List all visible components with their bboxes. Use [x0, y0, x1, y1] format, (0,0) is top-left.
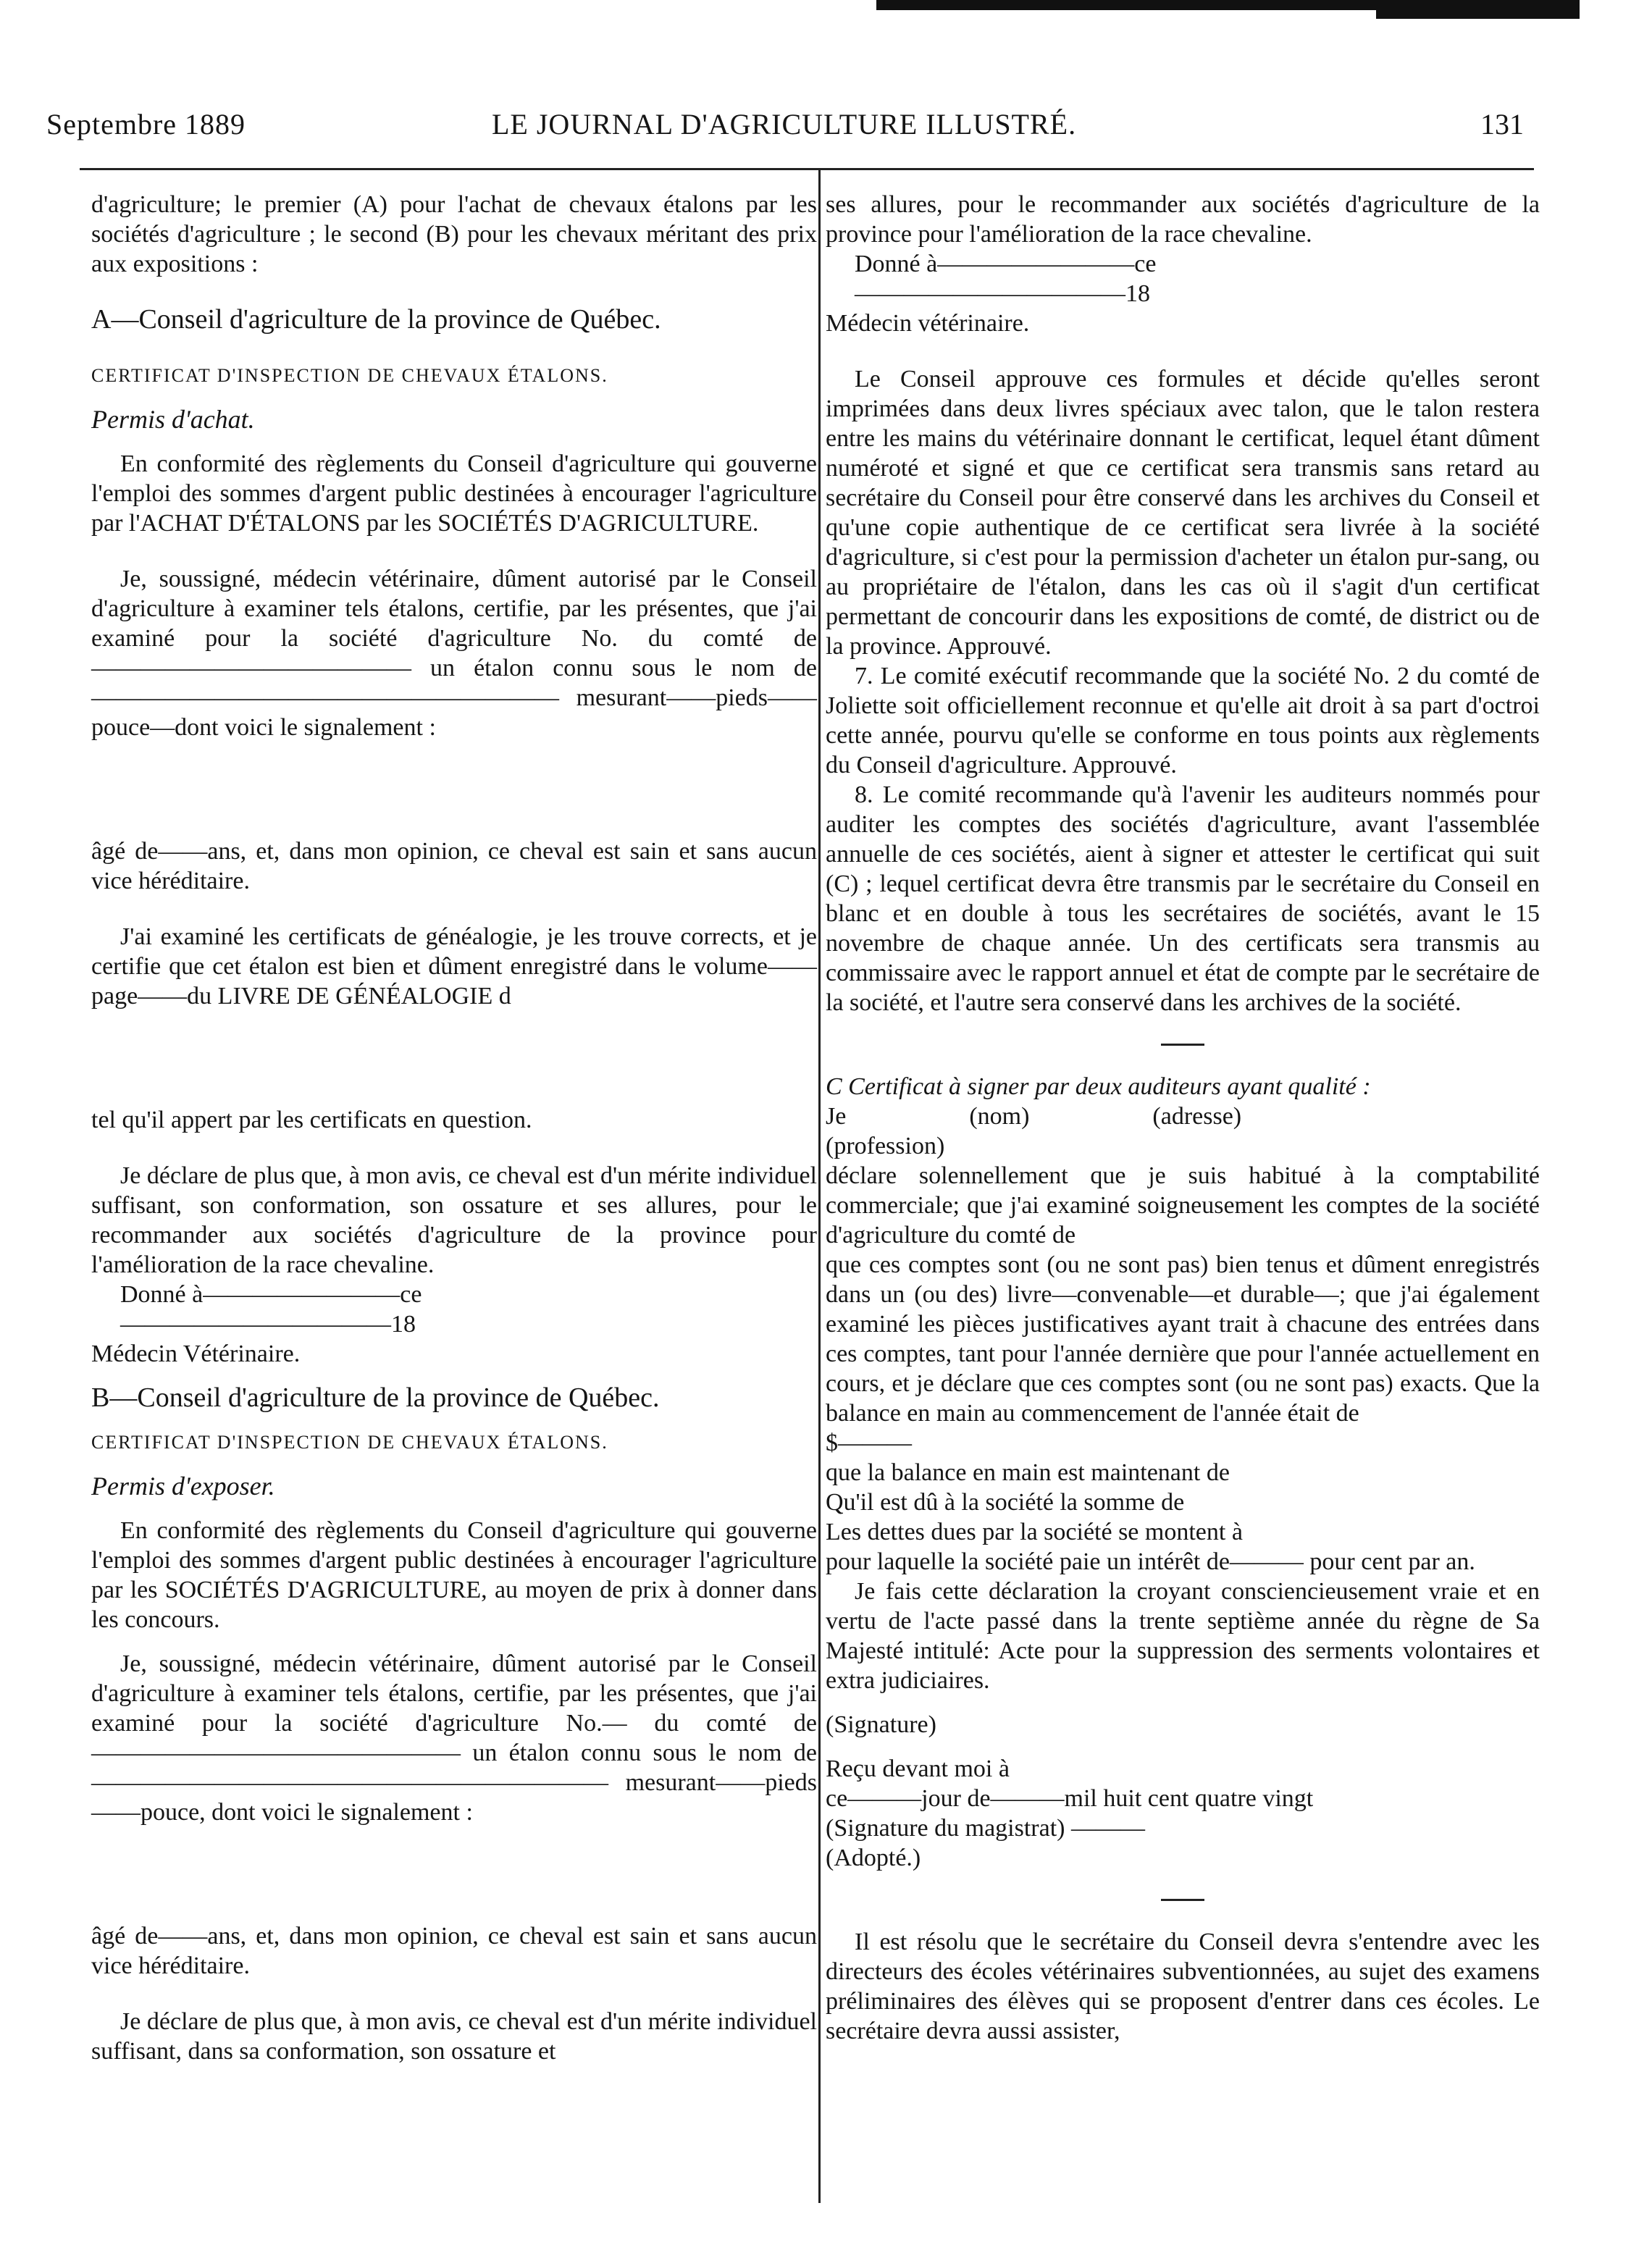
certificate-c-amount-due: Qu'il est dû à la société la somme de	[826, 1489, 1185, 1516]
certificate-c-title: C Certificat à signer par deux auditeurs ayant qualité :	[826, 1073, 1371, 1100]
section-b-caps-title: CERTIFICAT D'INSPECTION DE CHEVAUX ÉTALONS.	[91, 1432, 608, 1453]
certificate-c-adopte: (Adopté.)	[826, 1845, 921, 1871]
certificate-c-ce: ce———jour de———mil huit cent quatre vingt	[826, 1785, 1314, 1812]
section-a-paragraph-4: J'ai examiné les certificats de généalogie, je les trouve corrects, et je certifie que cet étalon est bien et dûment enregistré dans le volume——page——du LIVRE DE GÉNÉALOGIE d	[91, 923, 817, 1010]
certificate-c-interest: pour laquelle la société paie un intérêt de——— pour cent par an.	[826, 1548, 1475, 1575]
top-border-bar-end	[1376, 10, 1580, 19]
section-a-heading: A—Conseil d'agriculture de la province de Québec.	[91, 304, 661, 335]
top-border-bar	[876, 0, 1580, 10]
right-paragraph-5: Il est résolu que le secrétaire du Conseil devra s'entendre avec les directeurs des écoles vétérinaires subventionnées, au sujet des examens préliminaires des élèves qui se proposent d'entrer dans ces écoles. Le secrétaire devra aussi assister,	[826, 1929, 1540, 2044]
section-b-permis: Permis d'exposer.	[91, 1472, 275, 1501]
certificate-c-dollar: $———	[826, 1430, 912, 1456]
certificate-c-magistrat: (Signature du magistrat) ———	[826, 1815, 1145, 1842]
header-title: LE JOURNAL D'AGRICULTURE ILLUSTRÉ.	[492, 108, 1077, 140]
certificate-c-line-1: Je (nom) (adresse)	[826, 1103, 1242, 1130]
section-b-paragraph-4: Je déclare de plus que, à mon avis, ce cheval est d'un mérite individuel suffisant, dans sa conformation, son ossature et	[91, 2008, 817, 2065]
right-paragraph-1: ses allures, pour le recommander aux sociétés d'agriculture de la province pour l'amélioration de la race chevaline.	[826, 191, 1540, 248]
right-signature: Médecin vétérinaire.	[826, 310, 1030, 337]
section-b-paragraph-2: Je, soussigné, médecin vétérinaire, dûment autorisé par le Conseil d'agriculture à examiner tels étalons, certifie, par les présentes, que j'ai examiné pour la société d'agriculture No.— du comté de——————————————— un étalon connu sous le nom de————————————————————— mesurant——pieds——pouce, dont voici le signalement :	[91, 1650, 817, 1826]
intro-paragraph: d'agriculture; le premier (A) pour l'achat de chevaux étalons par les sociétés d'agriculture ; le second (B) pour les chevaux méritant des prix aux expositions :	[91, 191, 817, 277]
section-a-caps-title: CERTIFICAT D'INSPECTION DE CHEVAUX ÉTALONS.	[91, 365, 608, 386]
certificate-c-paragraph-3: Je fais cette déclaration la croyant consciencieusement vraie et en vertu de l'acte passé dans la trente septième année du règne de Sa Majesté intitulé: Acte pour la suppression des serments volontaires et extra judiciaires.	[826, 1578, 1540, 1694]
header-date: Septembre 1889	[46, 108, 246, 140]
right-donne: Donné à————————ce	[855, 251, 1157, 277]
section-b-paragraph-3: âgé de——ans, et, dans mon opinion, ce cheval est sain et sans aucun vice héréditaire.	[91, 1923, 817, 1979]
header-rule	[80, 168, 1534, 170]
certificate-c-recu: Reçu devant moi à	[826, 1755, 1010, 1782]
section-a-paragraph-5: tel qu'il appert par les certificats en question.	[91, 1107, 532, 1133]
certificate-c-signature: (Signature)	[826, 1711, 936, 1738]
right-paragraph-2: Le Conseil approuve ces formules et décide qu'elles seront imprimées dans deux livres spéciaux avec talon, que le talon restera entre les mains du vétérinaire donnant le certificat, lequel étant dûment numéroté et signé et que ce certificat sera transmis sans retard au secrétaire du Conseil pour être conservé dans les archives du Conseil et qu'une copie authentique de ce certificat sera livrée à la société d'agriculture, si c'est pour la permission d'acheter un étalon pur-sang, ou au propriétaire de l'étalon, dans les cas où il s'agit d'un certificat permettant de concourir dans les expositions de comté, de district ou de la province. Approuvé.	[826, 366, 1540, 660]
right-date-line: ———————————18	[855, 280, 1150, 307]
section-a-paragraph-6: Je déclare de plus que, à mon avis, ce cheval est d'un mérite individuel suffisant, son conformation, son ossature et ses allures, pour le recommander aux sociétés d'agriculture de la province pour l'amélioration de la race chevaline.	[91, 1162, 817, 1278]
certificate-c-line-2: (profession)	[826, 1133, 945, 1159]
section-a-paragraph-3: âgé de——ans, et, dans mon opinion, ce cheval est sain et sans aucun vice héréditaire.	[91, 838, 817, 894]
section-b-heading: B—Conseil d'agriculture de la province de Québec.	[91, 1382, 660, 1413]
section-b-paragraph-1: En conformité des règlements du Conseil d'agriculture qui gouverne l'emploi des sommes d'argent public destinées à encourager l'agriculture par les SOCIÉTÉS D'AGRICULTURE, au moyen de prix à donner dans les concours.	[91, 1517, 817, 1633]
section-a-signature: Médecin Vétérinaire.	[91, 1340, 301, 1367]
section-a-permis: Permis d'achat.	[91, 405, 255, 434]
section-a-paragraph-2: Je, soussigné, médecin vétérinaire, dûment autorisé par le Conseil d'agriculture à examiner tels étalons, certifie, par les présentes, que j'ai examiné pour la société d'agriculture No. du comté de————————————— un étalon connu sous le nom de——————————————————— mesurant——pieds——pouce—dont voici le signalement :	[91, 566, 817, 741]
right-column	[826, 190, 1540, 2046]
section-a-donne: Donné à————————ce	[120, 1281, 422, 1308]
certificate-c-balance-now: que la balance en main est maintenant de	[826, 1459, 1230, 1486]
right-paragraph-4: 8. Le comité recommande qu'à l'avenir les auditeurs nommés pour auditer les comptes des sociétés d'agriculture, avant l'assemblée annuelle de ces sociétés, aient à signer et attester le certificat qui suit (C) ; lequel certificat devra être transmis par le secrétaire du Conseil en blanc et en double à tous les secrétaires de sociétés, avant le 15 novembre de chaque année. Un des certificats sera transmis au commissaire avec le rapport annuel et état de compte par le secrétaire de la société, et l'autre sera conservé dans les archives de la société.	[826, 781, 1540, 1016]
left-column	[91, 190, 817, 2066]
column-divider	[818, 168, 821, 2203]
running-header	[46, 107, 1524, 143]
certificate-c-paragraph-2: que ces comptes sont (ou ne sont pas) bien tenus et dûment enregistrés dans un (ou des) livre—convenable—et durable—; que j'ai également examiné les pièces justificatives ayant trait à chacune des entrées dans ces comptes, tant pour l'année dernière que pour l'année actuellement en cours, et je déclare que ces comptes sont (ou ne sont pas) exacts. Que la balance en main au commencement de l'année était de	[826, 1251, 1540, 1427]
certificate-c-debts: Les dettes dues par la société se montent à	[826, 1519, 1243, 1545]
right-paragraph-3: 7. Le comité exécutif recommande que la société No. 2 du comté de Joliette soit officiellement reconnue et qu'elle ait droit à sa part d'octroi cette année, pourvu qu'elle se conforme en tous points aux règlements du Conseil d'agriculture. Approuvé.	[826, 663, 1540, 779]
page-number: 131	[1480, 108, 1524, 140]
section-a-date-line: ———————————18	[120, 1311, 416, 1338]
section-a-paragraph-1: En conformité des règlements du Conseil d'agriculture qui gouverne l'emploi des sommes d'argent public destinées à encourager l'agriculture par l'ACHAT D'ÉTALONS par les SOCIÉTÉS D'AGRICULTURE.	[91, 450, 817, 537]
certificate-c-paragraph-1: déclare solennellement que je suis habitué à la comptabilité commerciale; que j'ai examiné soigneusement les comptes de la société d'agriculture du comté de	[826, 1162, 1540, 1249]
